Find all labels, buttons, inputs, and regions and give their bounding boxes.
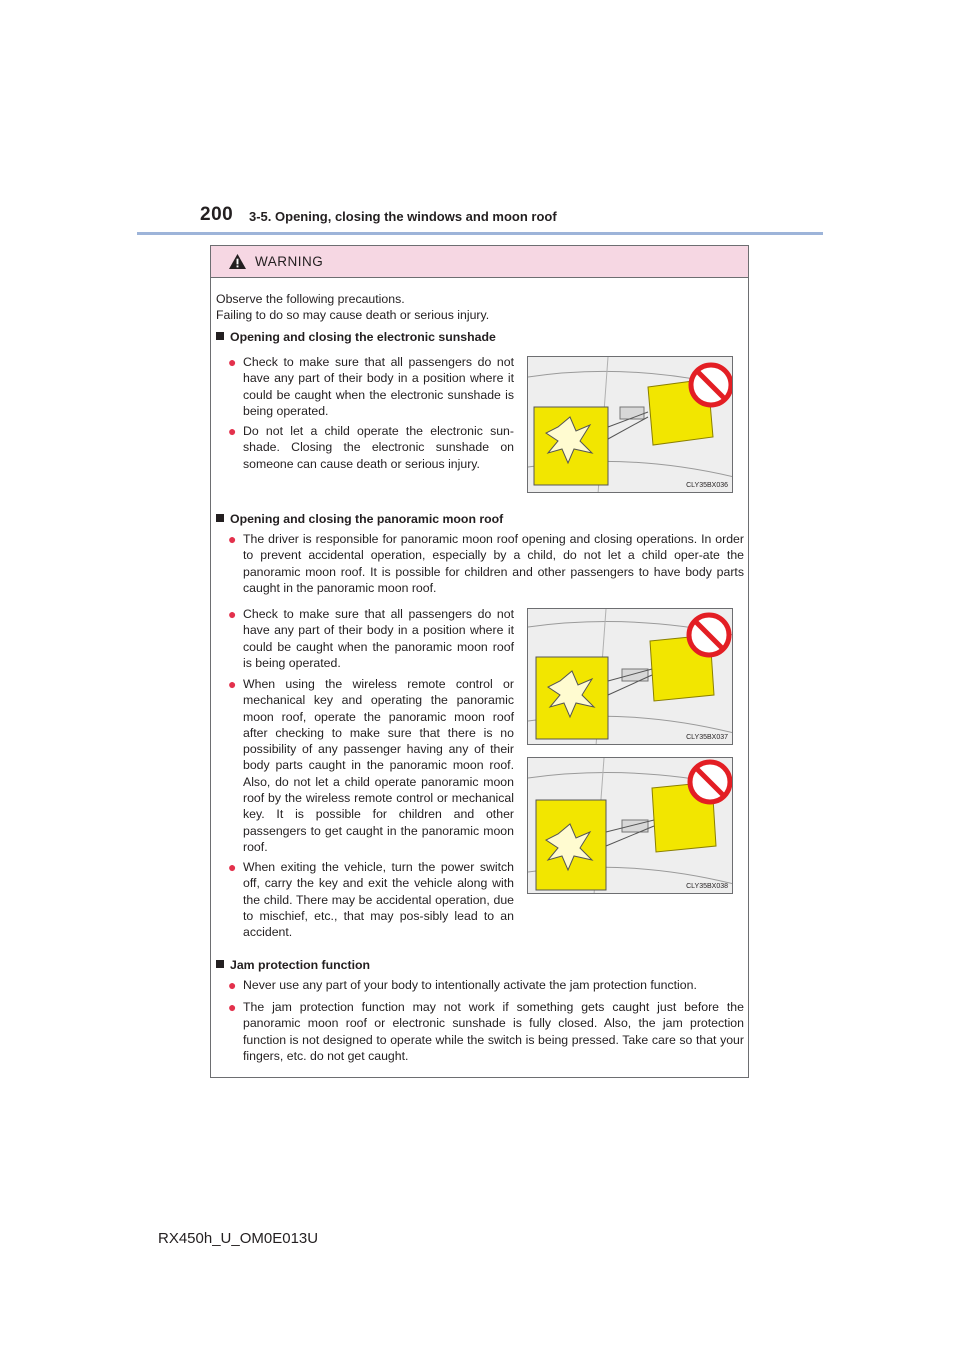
section-heading-moonroof: Opening and closing the panoramic moon roof <box>216 511 503 527</box>
warning-label: WARNING <box>255 254 324 269</box>
bullet-dot-icon: ● <box>228 354 237 370</box>
illustration-moonroof-1 <box>527 608 733 745</box>
bullet-text: Check to make sure that all passengers do not have any part of their body in a position where it could be caught when the electronic sunshade is being operated. <box>243 355 514 418</box>
warning-box <box>210 245 749 1078</box>
bullet-dot-icon: ● <box>228 676 237 692</box>
section-heading-jam-protection: Jam protection function <box>216 957 370 973</box>
page-number: 200 <box>200 204 234 225</box>
bullet-text: The jam protection function may not work if something gets caught just before the panoramic moon roof or electronic sunshade is fully closed. Also, the jam protection function is not designed to operate while the switch is being pressed. Take care so that your fingers, etc. do not get caught. <box>243 1000 744 1063</box>
bullet-text: Never use any part of your body to intentionally activate the jam protection function. <box>243 978 697 992</box>
square-bullet-icon <box>216 514 224 522</box>
bullet-text: The driver is responsible for panoramic moon roof opening and closing operations. In order to prevent accidental operation, especially by a child, do not let a child oper-ate the panoramic moon roof. It is possible for children and other passengers to have body parts caught in the panoramic moon roof. <box>243 532 744 595</box>
warning-intro-line-1: Observe the following precautions. <box>216 292 405 306</box>
bullet-text: Check to make sure that all passengers do not have any part of their body in a position where it could be caught when the panoramic moon roof is being operated. <box>243 607 514 670</box>
bullet-text: When using the wireless remote control or mechanical key and operating the panoramic moon roof, operate the panoramic moon roof after checking to make sure that there is no possibility of any passenger having any of their body parts caught in the panoramic moon roof. Also, do not let a child operate panoramic moon roof by the wireless remote control or mechanical key. It is possible for children and other passengers to get caught in the panoramic moon roof. <box>243 677 514 854</box>
bullet-dot-icon: ● <box>228 977 237 993</box>
bullet-text: Do not let a child operate the electronic sun-shade. Closing the electronic sunshade on someone can cause death or serious injury. <box>243 424 514 471</box>
illustration-code: CLY35BX037 <box>686 734 728 741</box>
header-divider <box>137 232 823 235</box>
section-heading-sunshade: Opening and closing the electronic sunshade <box>216 329 496 345</box>
bullet-dot-icon: ● <box>228 859 237 875</box>
sunshade-illustration-graphic <box>528 357 733 493</box>
square-bullet-icon <box>216 332 224 340</box>
bullet-dot-icon: ● <box>228 999 237 1015</box>
warning-header <box>211 246 748 278</box>
bullet-dot-icon: ● <box>228 423 237 439</box>
illustration-moonroof-2 <box>527 757 733 894</box>
illustration-sunshade <box>527 356 733 493</box>
square-bullet-icon <box>216 960 224 968</box>
bullet-dot-icon: ● <box>228 606 237 622</box>
bullet-text: When exiting the vehicle, turn the power switch off, carry the key and exit the vehicle along with the child. There may be accidental operation, due to mischief, etc., that may pos-sibly lead to an accident. <box>243 860 514 940</box>
section-title: 3-5. Opening, closing the windows and moon roof <box>249 209 557 224</box>
moonroof-illustration-graphic <box>528 758 733 894</box>
moonroof-illustration-graphic <box>528 609 733 745</box>
document-id: RX450h_U_OM0E013U <box>158 1230 319 1247</box>
illustration-code: CLY35BX036 <box>686 482 728 489</box>
warning-intro-line-2: Failing to do so may cause death or serious injury. <box>216 308 490 322</box>
bullet-dot-icon: ● <box>228 531 237 547</box>
illustration-code: CLY35BX038 <box>686 883 728 890</box>
warning-triangle-icon <box>228 253 247 270</box>
